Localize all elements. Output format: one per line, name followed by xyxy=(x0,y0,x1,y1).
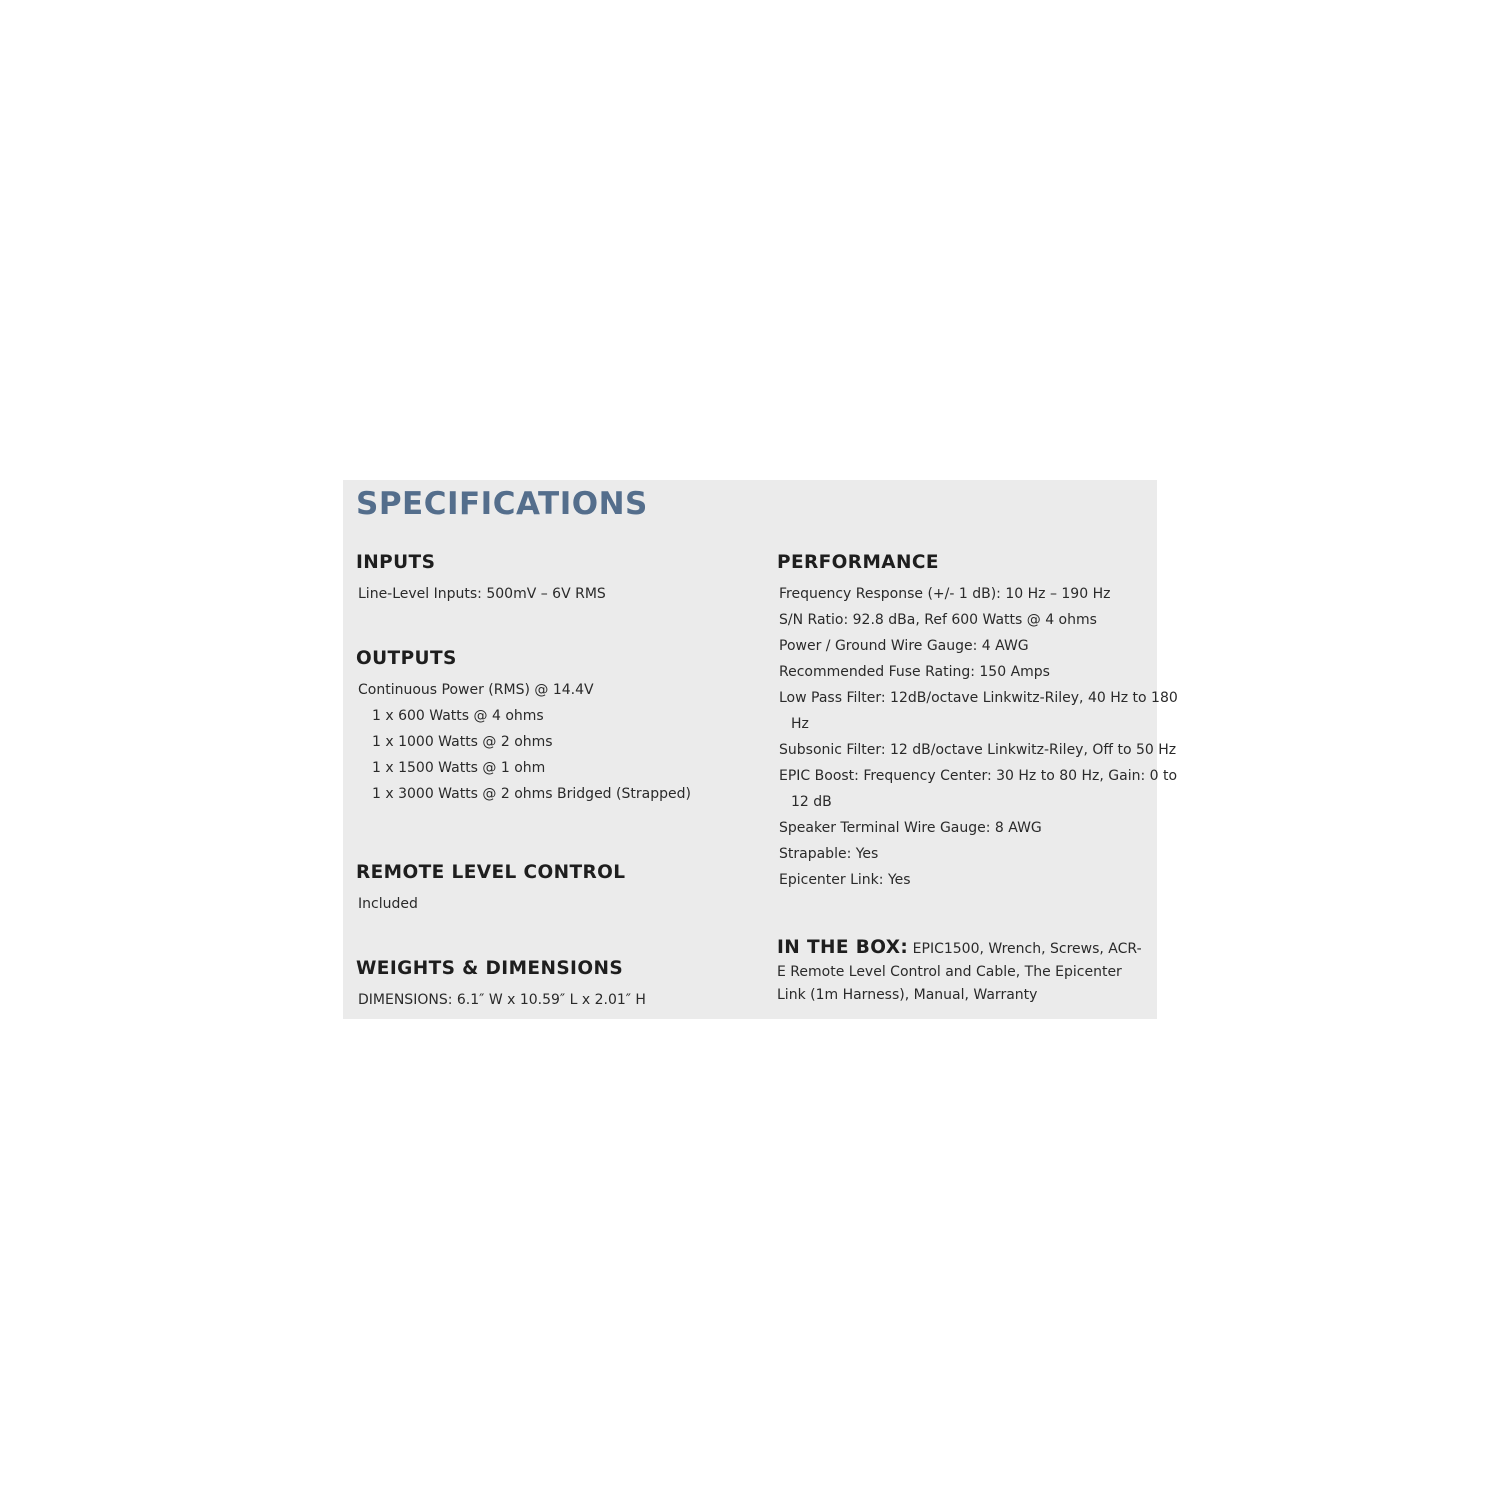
list-item: DIMENSIONS: 6.1″ W x 10.59″ L x 2.01″ H xyxy=(358,992,646,1008)
list-item: Low Pass Filter: 12dB/octave Linkwitz-Riley, 40 Hz to 180 xyxy=(779,690,1178,706)
in-the-box-text: EPIC1500, Wrench, Screws, ACR-E Remote Level Control and Cable, The Epicenter Link (1m Harness), Manual, Warranty xyxy=(777,941,1142,1003)
list-item: 1 x 3000 Watts @ 2 ohms Bridged (Strapped) xyxy=(372,786,691,802)
remote-heading: REMOTE LEVEL CONTROL xyxy=(356,862,626,883)
list-item: 1 x 600 Watts @ 4 ohms xyxy=(372,708,544,724)
remote-list xyxy=(358,891,626,917)
performance-heading: PERFORMANCE xyxy=(777,552,939,573)
list-item: Subsonic Filter: 12 dB/octave Linkwitz-Riley, Off to 50 Hz xyxy=(779,742,1177,758)
list-item: 1 x 1500 Watts @ 1 ohm xyxy=(372,760,546,776)
performance-section xyxy=(777,550,1178,893)
inputs-list xyxy=(358,581,606,607)
performance-list xyxy=(779,581,1178,893)
remote-section xyxy=(356,860,626,917)
list-item: 12 dB xyxy=(791,794,832,810)
list-item: Included xyxy=(358,896,418,912)
weights-section xyxy=(356,956,646,1013)
weights-list xyxy=(358,987,646,1013)
list-item: Strapable: Yes xyxy=(779,846,879,862)
list-item: Hz xyxy=(791,716,809,732)
weights-heading: WEIGHTS & DIMENSIONS xyxy=(356,958,624,979)
list-item: 1 x 1000 Watts @ 2 ohms xyxy=(372,734,553,750)
list-item: Speaker Terminal Wire Gauge: 8 AWG xyxy=(779,820,1042,836)
list-item: Epicenter Link: Yes xyxy=(779,872,911,888)
list-item: EPIC Boost: Frequency Center: 30 Hz to 80 Hz, Gain: 0 to xyxy=(779,768,1178,784)
specifications-panel xyxy=(343,480,1178,1019)
list-item: S/N Ratio: 92.8 dBa, Ref 600 Watts @ 4 ohms xyxy=(779,612,1097,628)
in-the-box-label: IN THE BOX: xyxy=(777,937,909,958)
outputs-heading: OUTPUTS xyxy=(356,648,457,669)
outputs-intro: Continuous Power (RMS) @ 14.4V xyxy=(358,682,594,698)
inputs-heading: INPUTS xyxy=(356,552,436,573)
list-item: Frequency Response (+/- 1 dB): 10 Hz – 190 Hz xyxy=(779,586,1111,602)
list-item: Recommended Fuse Rating: 150 Amps xyxy=(779,664,1050,680)
in-the-box xyxy=(777,936,1149,1007)
list-item: Power / Ground Wire Gauge: 4 AWG xyxy=(779,638,1029,654)
page-title: SPECIFICATIONS xyxy=(356,486,648,522)
inputs-section xyxy=(356,550,606,607)
list-item: Line-Level Inputs: 500mV – 6V RMS xyxy=(358,586,606,602)
outputs-list xyxy=(358,677,691,807)
outputs-section xyxy=(356,646,691,807)
